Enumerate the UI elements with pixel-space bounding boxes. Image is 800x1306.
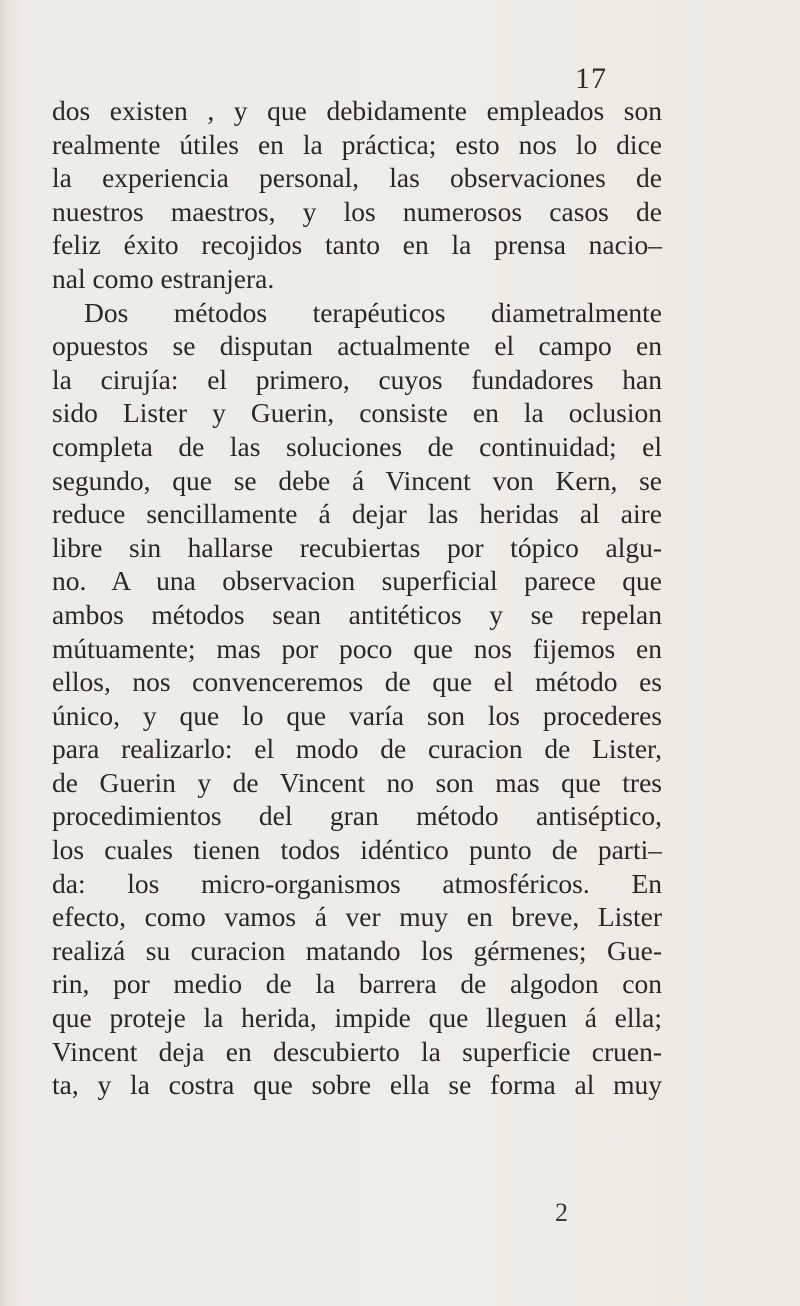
text-line: la experiencia personal, las observaciones de bbox=[52, 162, 662, 194]
text-line: ellos, nos convenceremos de que el método es bbox=[52, 666, 662, 698]
text-line: no. A una observacion superficial parece que bbox=[52, 565, 662, 597]
text-line: segundo, que se debe á Vincent von Kern, se bbox=[52, 464, 662, 496]
text-line: reduce sencillamente á dejar las heridas al aire bbox=[52, 498, 662, 530]
text-line: libre sin hallarse recubiertas por tópico algu- bbox=[52, 531, 662, 563]
text-line: Dos métodos terapéuticos diametralmente bbox=[84, 296, 662, 328]
page-number: 17 bbox=[575, 62, 607, 95]
text-line: nuestros maestros, y los numerosos casos de bbox=[52, 195, 662, 227]
body-text bbox=[52, 94, 662, 1102]
text-line: sido Lister y Guerin, consiste en la oclusion bbox=[52, 397, 662, 429]
text-line: de Guerin y de Vincent no son mas que tres bbox=[52, 766, 662, 798]
text-line: feliz éxito recojidos tanto en la prensa nacio– bbox=[52, 229, 662, 261]
text-line: rin, por medio de la barrera de algodon con bbox=[52, 968, 662, 1000]
text-line: nal como estranjera. bbox=[52, 262, 275, 294]
text-line: da: los micro-organismos atmosféricos. En bbox=[52, 867, 662, 899]
text-line: dos existen , y que debidamente empleados son bbox=[52, 95, 662, 126]
text-line: realizá su curacion matando los gérmenes; Gue- bbox=[52, 934, 662, 966]
text-line: para realizarlo: el modo de curacion de Lister, bbox=[52, 733, 662, 765]
text-line: realmente útiles en la práctica; esto nos lo dice bbox=[52, 128, 662, 160]
text-line: completa de las soluciones de continuidad; el bbox=[52, 430, 662, 462]
signature-mark: 2 bbox=[555, 1198, 568, 1227]
text-line: opuestos se disputan actualmente el campo en bbox=[52, 330, 662, 362]
text-line: único, y que lo que varía son los procederes bbox=[52, 699, 662, 731]
text-line: ta, y la costra que sobre ella se forma al muy bbox=[52, 1069, 662, 1101]
text-line: los cuales tienen todos idéntico punto de parti– bbox=[52, 834, 662, 866]
text-line: procedimientos del gran método antiséptico, bbox=[52, 800, 662, 832]
text-line: mútuamente; mas por poco que nos fijemos en bbox=[52, 632, 662, 664]
text-line: ambos métodos sean antitéticos y se repelan bbox=[52, 598, 662, 630]
text-line: efecto, como vamos á ver muy en breve, Lister bbox=[52, 901, 662, 933]
text-line: Vincent deja en descubierto la superficie cruen- bbox=[52, 1035, 662, 1067]
text-line: que proteje la herida, impide que lleguen á ella; bbox=[52, 1002, 662, 1034]
text-line: la cirujía: el primero, cuyos fundadores han bbox=[52, 363, 662, 395]
